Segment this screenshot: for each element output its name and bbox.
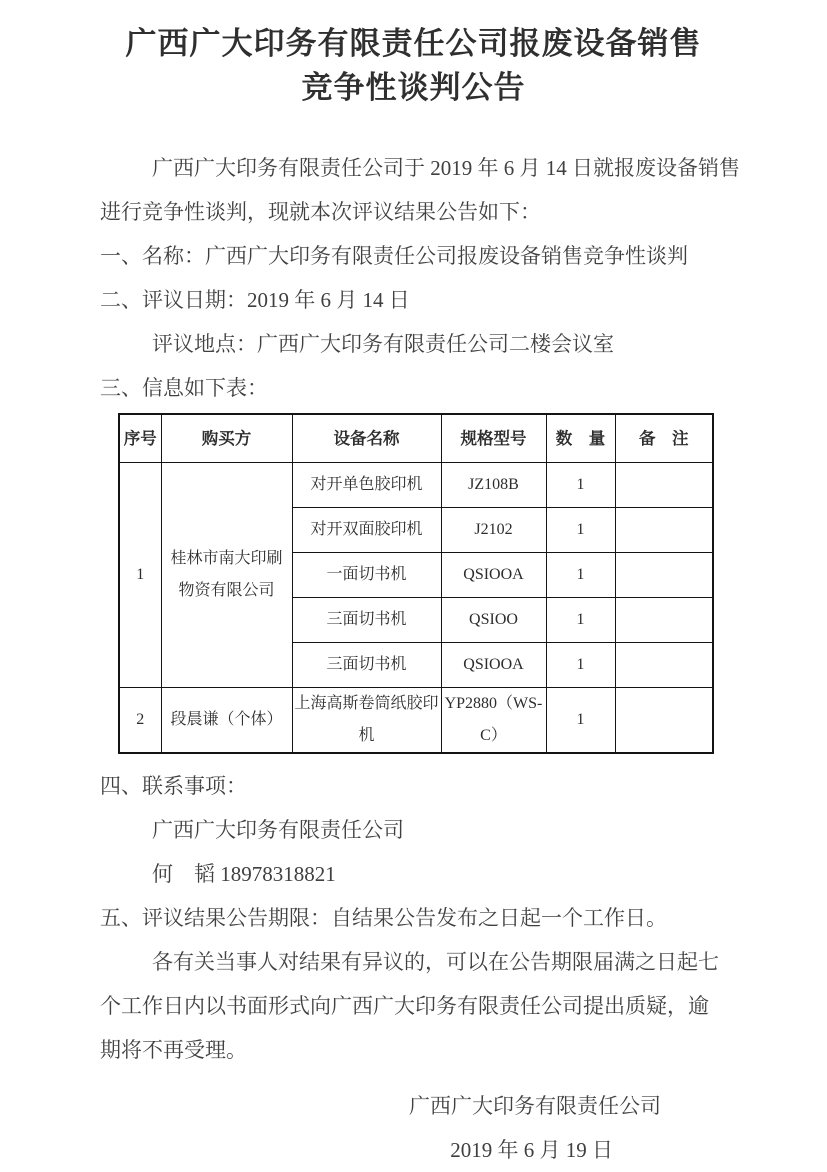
- section-item-2-location: 评议地点：广西广大印务有限责任公司二楼会议室: [152, 332, 614, 356]
- remark-cell: [615, 687, 713, 753]
- group1-no-cell: 1: [119, 462, 161, 687]
- signature-company: 广西广大印务有限责任公司: [409, 1093, 661, 1118]
- qty-cell: 1: [546, 552, 615, 597]
- page-title-line2: 竞争性谈判公告: [301, 70, 526, 105]
- table-row: [119, 687, 713, 753]
- section-item-5: 五、评议结果公告期限：自结果公告发布之日起一个工作日。: [100, 905, 667, 930]
- intro-paragraph-line1: 广西广大印务有限责任公司于 2019 年 6 月 14 日就报废设备销售: [152, 156, 740, 180]
- section-item-4: 四、联系事项：: [100, 773, 247, 798]
- qty-cell: 1: [546, 642, 615, 687]
- device-name-cell: 三面切书机: [292, 642, 441, 687]
- device-name-cell: 三面切书机: [292, 597, 441, 642]
- qty-cell: 1: [546, 462, 615, 507]
- remark-cell: [615, 507, 713, 552]
- device-name-cell: 对开双面胶印机: [292, 507, 441, 552]
- page-title-line1: 广西广大印务有限责任公司报废设备销售: [125, 26, 702, 61]
- section-item-5-line2: 各有关当事人对结果有异议的，可以在公告期限届满之日起七: [152, 949, 719, 974]
- group1-buyer-cell: 桂林市南大印刷物资有限公司: [161, 462, 292, 687]
- model-cell: YP2880（WS-C）: [441, 687, 546, 753]
- column-header-model: 规格型号: [441, 414, 546, 462]
- device-name-cell: 对开单色胶印机: [292, 462, 441, 507]
- column-header-buyer: 购买方: [161, 414, 292, 462]
- document-body: [0, 146, 827, 1072]
- section-item-2: 二、评议日期：2019 年 6 月 14 日: [100, 288, 410, 312]
- remark-cell: [615, 552, 713, 597]
- column-header-no: 序号: [119, 414, 161, 462]
- section-item-3: 三、信息如下表：: [100, 376, 268, 400]
- column-header-qty: 数 量: [546, 414, 615, 462]
- device-name-cell: 上海高斯卷筒纸胶印机: [292, 687, 441, 753]
- section-item-1: 一、名称：广西广大印务有限责任公司报废设备销售竞争性谈判: [100, 244, 688, 268]
- contact-person-phone: 何 韬 18978318821: [152, 861, 336, 886]
- group2-buyer-cell: 段晨谦（个体）: [161, 687, 292, 753]
- remark-cell: [615, 642, 713, 687]
- remark-cell: [615, 597, 713, 642]
- column-header-device: 设备名称: [292, 414, 441, 462]
- device-name-cell: 一面切书机: [292, 552, 441, 597]
- model-cell: QSIOOA: [441, 552, 546, 597]
- signature-date: 2019 年 6 月 19 日: [450, 1137, 613, 1162]
- group2-no-cell: 2: [119, 687, 161, 753]
- table-row: [119, 462, 713, 507]
- model-cell: J2102: [441, 507, 546, 552]
- column-header-remark: 备 注: [615, 414, 713, 462]
- model-cell: JZ108B: [441, 462, 546, 507]
- table-header-row: [119, 414, 713, 462]
- contact-company: 广西广大印务有限责任公司: [152, 817, 404, 842]
- remark-cell: [615, 462, 713, 507]
- qty-cell: 1: [546, 507, 615, 552]
- intro-paragraph-line2: 进行竞争性谈判，现就本次评议结果公告如下：: [100, 200, 541, 224]
- model-cell: QSIOOA: [441, 642, 546, 687]
- section-item-5-line3: 个工作日内以书面形式向广西广大印务有限责任公司提出质疑，逾: [100, 993, 709, 1018]
- result-table: [118, 413, 714, 754]
- qty-cell: 1: [546, 597, 615, 642]
- page-title: [0, 0, 827, 110]
- model-cell: QSIOO: [441, 597, 546, 642]
- qty-cell: 1: [546, 687, 615, 753]
- section-item-5-line4: 期将不再受理。: [100, 1037, 247, 1062]
